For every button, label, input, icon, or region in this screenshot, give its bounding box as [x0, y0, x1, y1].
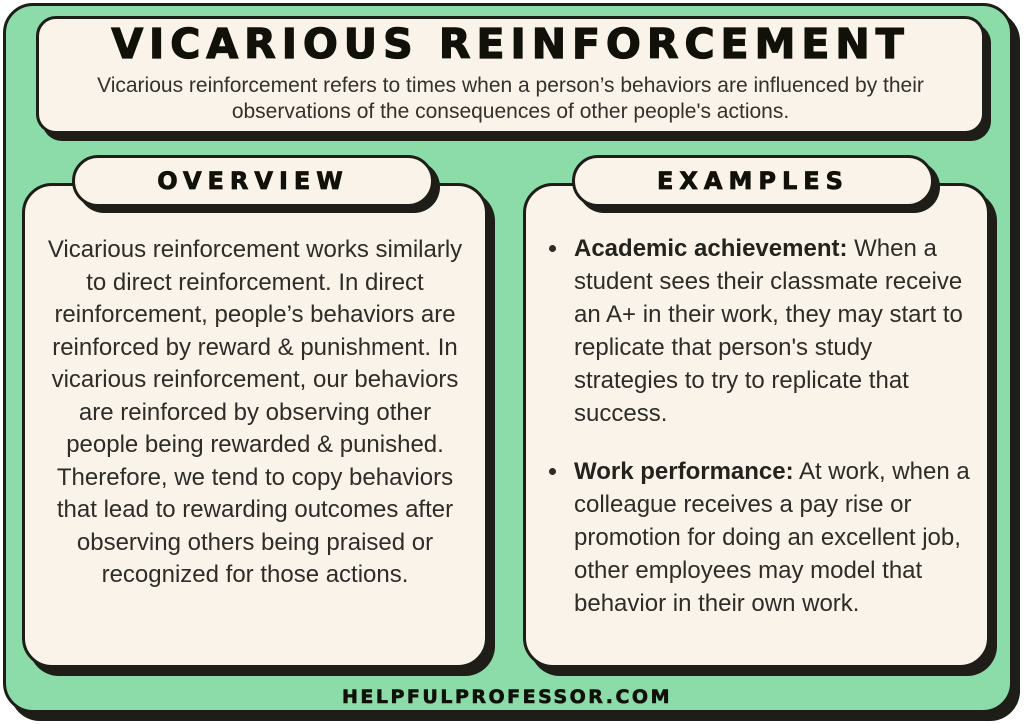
poster-title: VICARIOUS REINFORCEMENT: [111, 20, 910, 69]
overview-header-pill: [72, 155, 434, 207]
overview-header-label: OVERVIEW: [157, 167, 349, 195]
overview-body-text: Vicarious reinforcement works similarly to direct reinforcement. In direct reinforcement, people’s behaviors are reinforced by reward & punishment. In vicarious reinforcement, our behaviors are reinforced by observing other people being rewarded & punished. Therefore, we tend to copy behaviors that lead to rewarding outcomes after observing others being praised or recognized for those actions.: [47, 236, 463, 588]
example-text-work: At work, when a colleague receives a pay rise or promotion for doing an excellent job, other employees may model that behavior in their own work.: [574, 458, 970, 617]
examples-list: [570, 232, 973, 620]
example-lead-work: Work performance:: [574, 458, 794, 485]
list-item: [570, 232, 973, 430]
overview-card: [22, 183, 488, 668]
poster-subtitle: Vicarious reinforcement refers to times when a person’s behaviors are influenced by their observations of the consequences of other people's actions.: [97, 73, 924, 123]
list-item: [570, 455, 973, 620]
example-lead-academic: Academic achievement:: [574, 235, 848, 262]
examples-header-label: EXAMPLES: [657, 167, 849, 195]
title-card: [36, 16, 985, 134]
footer-site-name: HELPFULPROFESSOR.COM: [342, 686, 672, 708]
examples-header-pill: [572, 155, 934, 207]
examples-card: [523, 183, 990, 668]
example-text-academic: When a student sees their classmate receive an A+ in their work, they may start to replicate that person's study strategies to try to replicate that success.: [574, 235, 963, 427]
